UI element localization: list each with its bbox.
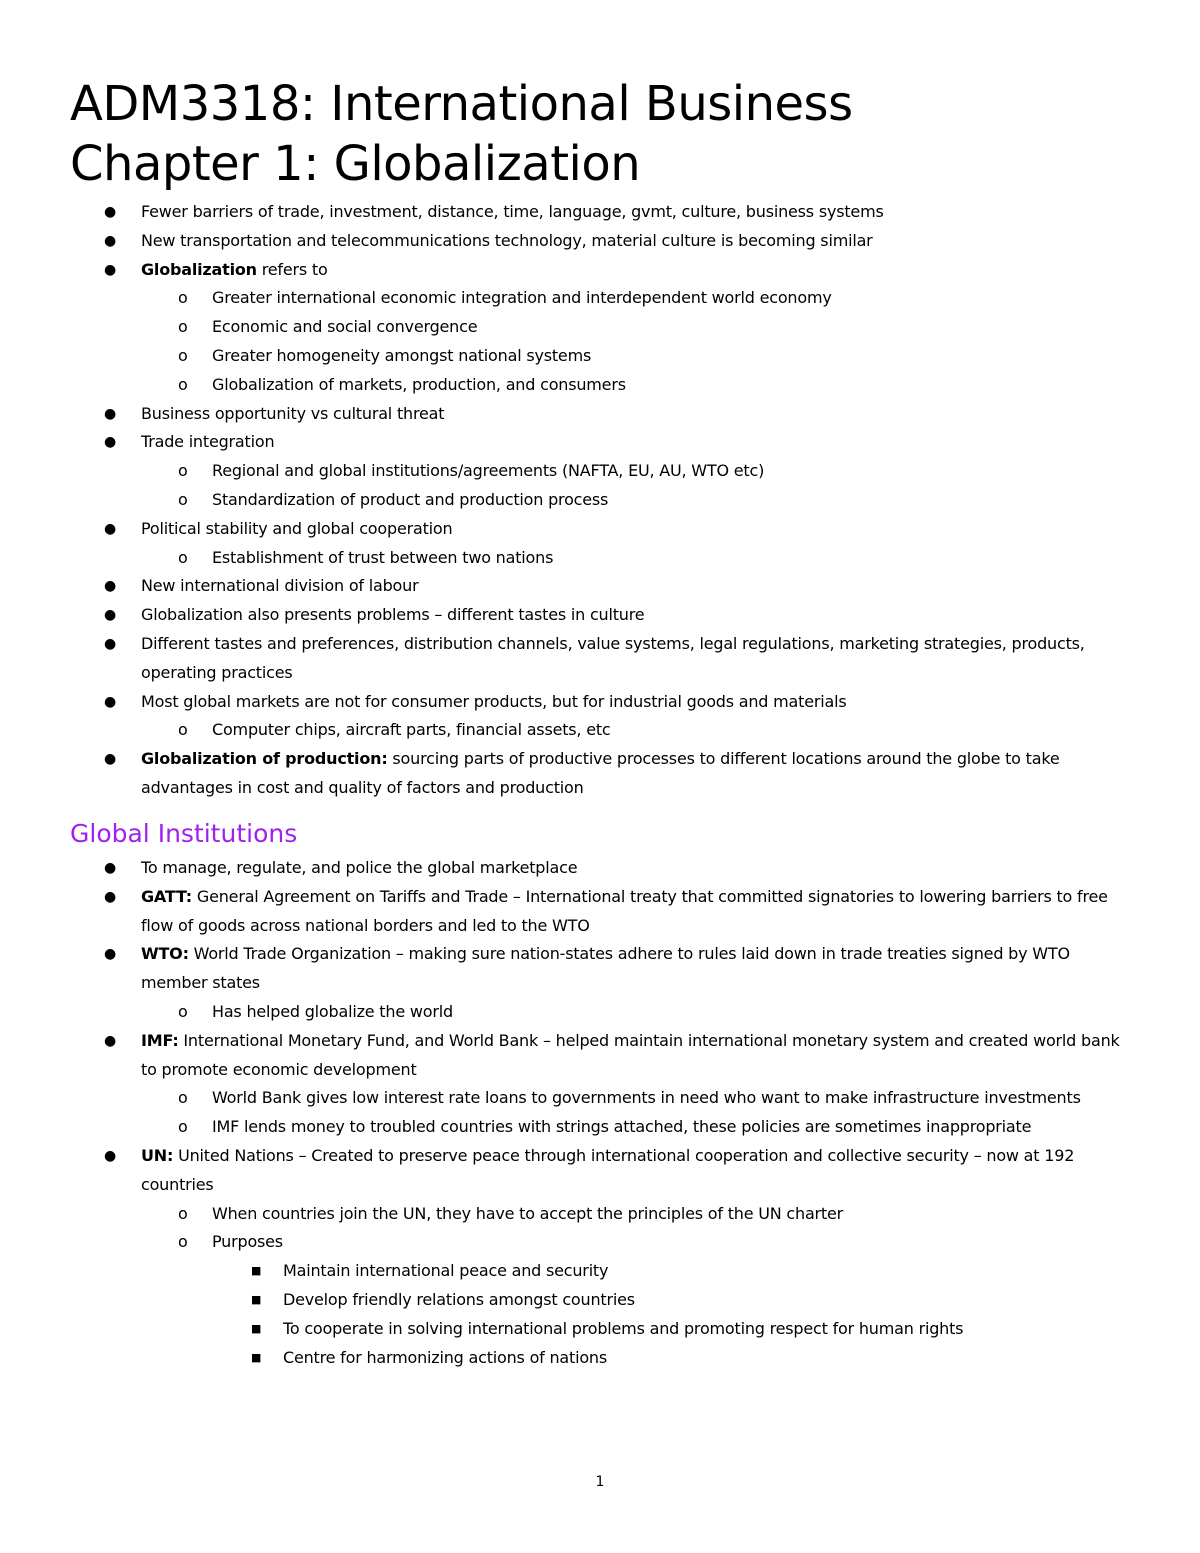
section2-list (0, 854, 1200, 1372)
list-item: o When countries join the UN, they have to accept the principles of the UN charter (0, 1200, 1200, 1229)
list-item: ■ Centre for harmonizing actions of nations (0, 1344, 1200, 1373)
list-item: ■ To cooperate in solving international problems and promoting respect for human rights (0, 1315, 1200, 1344)
list-item: ● Different tastes and preferences, distribution channels, value systems, legal regulations, marketing strategies, products, operating practices (0, 630, 1200, 688)
section-heading: Global Institutions (70, 819, 298, 848)
list-item: o Greater international economic integration and interdependent world economy (0, 284, 1200, 313)
bullet-icon: ● (104, 607, 117, 624)
list-item: ● Globalization refers to (0, 256, 1200, 285)
circle-bullet-icon: o (178, 345, 188, 365)
list-item: o IMF lends money to troubled countries with strings attached, these policies are sometimes inappropriate (0, 1113, 1200, 1142)
bullet-icon: ● (104, 635, 117, 652)
bullet-icon: ● (104, 232, 117, 249)
list-item: ● Globalization of production: sourcing parts of productive processes to different locations around the globe to take advantages in cost and quality of factors and production (0, 745, 1200, 803)
list-item: ● IMF: International Monetary Fund, and World Bank – helped maintain international monetary system and created world bank to promote economic development (0, 1027, 1200, 1085)
list-item: o Regional and global institutions/agreements (NAFTA, EU, AU, WTO etc) (0, 457, 1200, 486)
bullet-icon: ● (104, 405, 117, 422)
list-item: o Greater homogeneity amongst national systems (0, 342, 1200, 371)
list-item: o World Bank gives low interest rate loans to governments in need who want to make infrastructure investments (0, 1084, 1200, 1113)
list-item: ● GATT: General Agreement on Tariffs and Trade – International treaty that committed signatories to lowering barriers to free flow of goods across national borders and led to the WTO (0, 883, 1200, 941)
list-item: ● Business opportunity vs cultural threat (0, 400, 1200, 429)
list-item: ● To manage, regulate, and police the global marketplace (0, 854, 1200, 883)
bullet-icon: ● (104, 204, 117, 220)
circle-bullet-icon: o (178, 461, 188, 481)
list-item: ● UN: United Nations – Created to preserve peace through international cooperation and collective security – now at 192 countries (0, 1142, 1200, 1200)
section1-list (0, 198, 1200, 803)
list-item: o Purposes (0, 1228, 1200, 1257)
circle-bullet-icon: o (178, 317, 188, 337)
list-item: ● New international division of labour (0, 572, 1200, 601)
circle-bullet-icon: o (178, 720, 188, 740)
circle-bullet-icon: o (178, 1203, 188, 1223)
list-item: o Standardization of product and production process (0, 486, 1200, 515)
list-item: ■ Develop friendly relations amongst countries (0, 1286, 1200, 1315)
circle-bullet-icon: o (178, 374, 188, 394)
page-number: 1 (595, 1474, 605, 1490)
list-item: ● WTO: World Trade Organization – making sure nation-states adhere to rules laid down in trade treaties signed by WTO member states (0, 940, 1200, 998)
square-bullet-icon: ■ (251, 1350, 262, 1364)
list-item: ● Globalization also presents problems – different tastes in culture (0, 601, 1200, 630)
list-item: o Establishment of trust between two nations (0, 544, 1200, 573)
circle-bullet-icon: o (178, 1088, 188, 1108)
list-item: o Globalization of markets, production, and consumers (0, 371, 1200, 400)
circle-bullet-icon: o (178, 1232, 188, 1252)
list-item: ● New transportation and telecommunications technology, material culture is becoming similar (0, 227, 1200, 256)
circle-bullet-icon: o (178, 288, 188, 308)
list-item: ■ Maintain international peace and security (0, 1257, 1200, 1286)
circle-bullet-icon: o (178, 1117, 188, 1137)
bullet-icon: ● (104, 434, 117, 451)
document-title (70, 74, 853, 194)
bullet-icon: ● (104, 578, 117, 595)
list-item: ● Fewer barriers of trade, investment, distance, time, language, gvmt, culture, business systems (0, 198, 1200, 227)
bullet-icon: ● (104, 261, 117, 278)
bullet-icon: ● (104, 946, 117, 963)
list-item: ● Most global markets are not for consumer products, but for industrial goods and materials (0, 688, 1200, 717)
list-item: o Has helped globalize the world (0, 998, 1200, 1027)
bullet-icon: ● (104, 693, 117, 710)
square-bullet-icon: ■ (251, 1292, 262, 1306)
bullet-icon: ● (104, 888, 117, 905)
list-item: ● Political stability and global cooperation (0, 515, 1200, 544)
circle-bullet-icon: o (178, 547, 188, 567)
list-item: o Economic and social convergence (0, 313, 1200, 342)
title-line-1: ADM3318: International Business (70, 76, 853, 132)
bullet-icon: ● (104, 520, 117, 537)
circle-bullet-icon: o (178, 1001, 188, 1021)
list-item: o Computer chips, aircraft parts, financial assets, etc (0, 716, 1200, 745)
bullet-icon: ● (104, 1032, 117, 1049)
square-bullet-icon: ■ (251, 1321, 262, 1335)
bullet-icon: ● (104, 1147, 117, 1164)
bullet-icon: ● (104, 860, 117, 876)
square-bullet-icon: ■ (251, 1264, 262, 1278)
circle-bullet-icon: o (178, 489, 188, 509)
list-item: ● Trade integration (0, 428, 1200, 457)
title-line-2: Chapter 1: Globalization (70, 136, 641, 192)
bullet-icon: ● (104, 751, 117, 768)
